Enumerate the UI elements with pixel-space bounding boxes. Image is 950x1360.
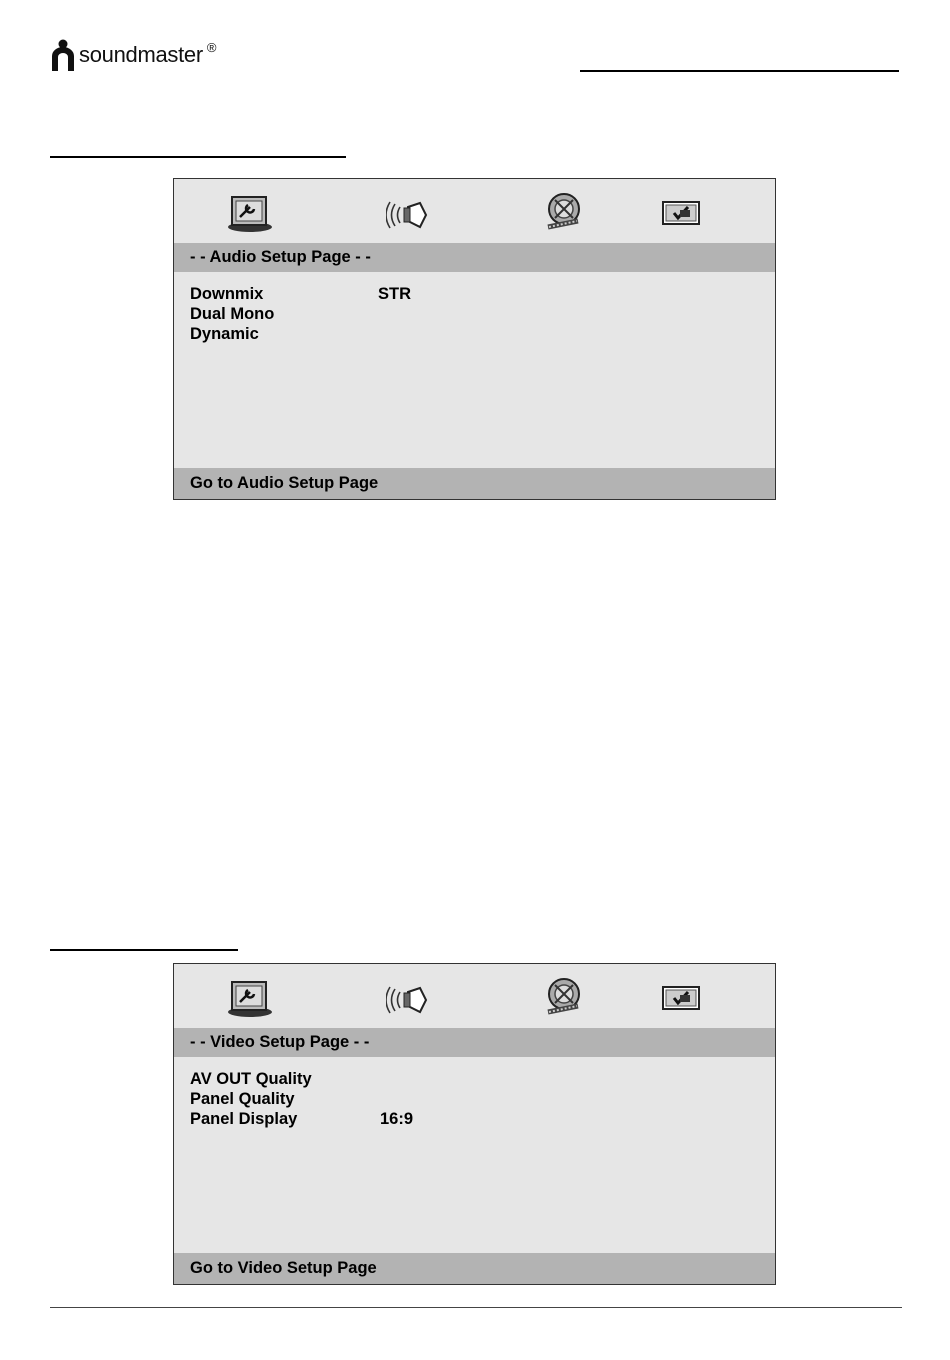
setup-tab-bar [174, 964, 775, 1028]
setting-row-dynamic[interactable] [190, 324, 690, 344]
preference-setup-icon[interactable] [660, 984, 704, 1014]
setting-row-av-out-quality[interactable] [190, 1069, 690, 1089]
audio-setup-icon[interactable] [386, 984, 430, 1016]
section-heading-rule-audio [50, 156, 346, 158]
settings-list [190, 1069, 690, 1129]
general-setup-icon[interactable] [226, 978, 274, 1018]
setting-row-downmix[interactable] [190, 284, 690, 304]
setting-label: Panel Quality [190, 1090, 295, 1108]
brand-logo [50, 38, 216, 72]
setting-value: STR [378, 285, 411, 303]
status-footer: Go to Audio Setup Page [174, 468, 775, 499]
soundmaster-logo-icon [50, 38, 76, 72]
video-setup-icon[interactable] [542, 191, 586, 233]
setting-row-panel-display[interactable] [190, 1109, 690, 1129]
setting-label: AV OUT Quality [190, 1070, 312, 1088]
brand-name: soundmaster [79, 42, 203, 67]
video-setup-screen [173, 963, 776, 1285]
section-heading-rule-video [50, 949, 238, 951]
header-rule [580, 70, 899, 72]
setting-row-dual-mono[interactable] [190, 304, 690, 324]
registered-mark: ® [206, 39, 217, 55]
audio-setup-screen [173, 178, 776, 500]
preference-setup-icon[interactable] [660, 199, 704, 229]
setting-row-panel-quality[interactable] [190, 1089, 690, 1109]
setting-value: 16:9 [380, 1110, 414, 1128]
settings-list [190, 284, 690, 344]
footer-rule [50, 1307, 902, 1308]
setting-label: Panel Display [190, 1110, 298, 1128]
page-title-bar: - - Video Setup Page - - [174, 1028, 775, 1057]
page-title-bar: - - Audio Setup Page - - [174, 243, 775, 272]
setting-label: Dynamic [190, 325, 259, 343]
setting-label: Dual Mono [190, 305, 275, 323]
setup-tab-bar [174, 179, 775, 243]
status-footer: Go to Video Setup Page [174, 1253, 775, 1284]
general-setup-icon[interactable] [226, 193, 274, 233]
video-setup-icon[interactable] [542, 976, 586, 1018]
setting-label: Downmix [190, 285, 264, 303]
audio-setup-icon[interactable] [386, 199, 430, 231]
